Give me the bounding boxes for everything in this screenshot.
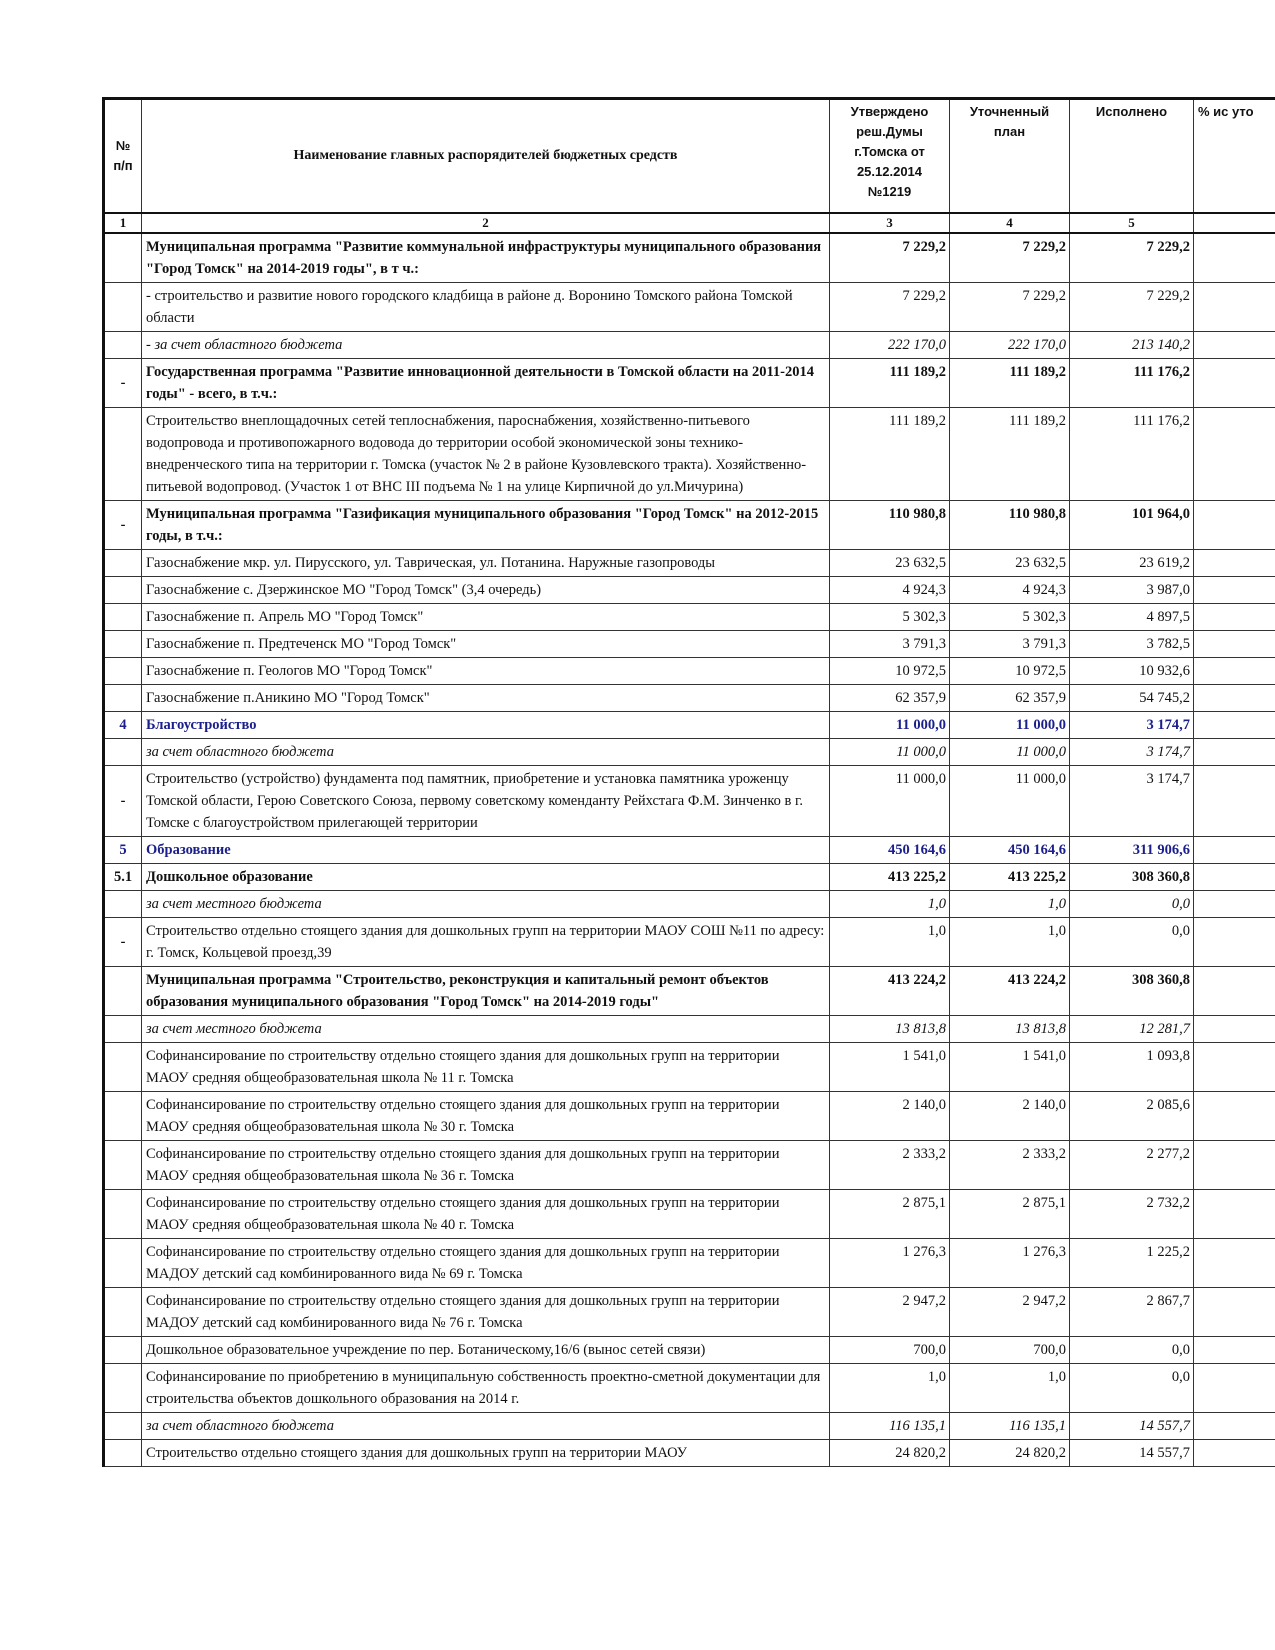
row-pct: [1194, 1092, 1275, 1141]
row-approved: 111 189,2: [830, 359, 950, 408]
header-plan: Уточненный план: [950, 99, 1070, 214]
row-approved: 222 170,0: [830, 332, 950, 359]
row-plan: 413 224,2: [950, 967, 1070, 1016]
row-num: 5.1: [104, 864, 142, 891]
table-row: [104, 1239, 1275, 1288]
row-executed: 2 732,2: [1070, 1190, 1194, 1239]
row-executed: 2 867,7: [1070, 1288, 1194, 1337]
row-num: [104, 658, 142, 685]
row-num: [104, 550, 142, 577]
row-name: Газоснабжение п. Апрель МО "Город Томск": [142, 604, 830, 631]
row-name: Софинансирование по строительству отдельно стоящего здания для дошкольных групп на территории МАОУ средняя общеобразовательная школа № 30 г. Томска: [142, 1092, 830, 1141]
row-name: Газоснабжение с. Дзержинское МО "Город Томск" (3,4 очередь): [142, 577, 830, 604]
row-approved: 2 947,2: [830, 1288, 950, 1337]
row-name: за счет местного бюджета: [142, 1016, 830, 1043]
colnum-4: 4: [950, 213, 1070, 233]
row-name: Государственная программа "Развитие инновационной деятельности в Томской области на 2011-2014 годы" - всего, в т.ч.:: [142, 359, 830, 408]
row-num: [104, 1239, 142, 1288]
row-num: [104, 577, 142, 604]
row-plan: 24 820,2: [950, 1440, 1070, 1467]
row-plan: 11 000,0: [950, 766, 1070, 837]
row-executed: 54 745,2: [1070, 685, 1194, 712]
row-executed: 3 987,0: [1070, 577, 1194, 604]
row-plan: 111 189,2: [950, 408, 1070, 501]
header-pct: % ис уто: [1194, 99, 1275, 214]
row-approved: 7 229,2: [830, 283, 950, 332]
row-approved: 1 541,0: [830, 1043, 950, 1092]
row-name: Муниципальная программа "Газификация муниципального образования "Город Томск" на 2012-2015 годы, в т.ч.:: [142, 501, 830, 550]
colnum-6: [1194, 213, 1275, 233]
row-executed: 14 557,7: [1070, 1440, 1194, 1467]
row-plan: 2 875,1: [950, 1190, 1070, 1239]
row-executed: 3 174,7: [1070, 712, 1194, 739]
row-pct: [1194, 891, 1275, 918]
table-row: [104, 1190, 1275, 1239]
column-number-row: [104, 213, 1275, 233]
table-row: [104, 283, 1275, 332]
row-pct: [1194, 233, 1275, 283]
row-name: за счет местного бюджета: [142, 891, 830, 918]
row-pct: [1194, 1337, 1275, 1364]
row-name: Софинансирование по строительству отдельно стоящего здания для дошкольных групп на территории МАОУ средняя общеобразовательная школа № 40 г. Томска: [142, 1190, 830, 1239]
row-pct: [1194, 1413, 1275, 1440]
row-num: [104, 1288, 142, 1337]
row-approved: 3 791,3: [830, 631, 950, 658]
row-approved: 11 000,0: [830, 712, 950, 739]
row-plan: 3 791,3: [950, 631, 1070, 658]
row-executed: 111 176,2: [1070, 359, 1194, 408]
table-row: [104, 408, 1275, 501]
table-row: [104, 1141, 1275, 1190]
row-num: [104, 1413, 142, 1440]
row-pct: [1194, 283, 1275, 332]
row-executed: 2 277,2: [1070, 1141, 1194, 1190]
row-num: [104, 967, 142, 1016]
row-pct: [1194, 1016, 1275, 1043]
row-executed: 7 229,2: [1070, 283, 1194, 332]
table-row: [104, 891, 1275, 918]
budget-table: [102, 97, 1275, 1467]
row-approved: 1,0: [830, 918, 950, 967]
row-plan: 2 140,0: [950, 1092, 1070, 1141]
row-pct: [1194, 1440, 1275, 1467]
row-executed: 0,0: [1070, 891, 1194, 918]
row-plan: 11 000,0: [950, 739, 1070, 766]
row-approved: 413 224,2: [830, 967, 950, 1016]
row-pct: [1194, 604, 1275, 631]
row-executed: 101 964,0: [1070, 501, 1194, 550]
row-approved: 111 189,2: [830, 408, 950, 501]
table-row: [104, 712, 1275, 739]
row-approved: 7 229,2: [830, 233, 950, 283]
row-executed: 3 174,7: [1070, 766, 1194, 837]
row-plan: 1,0: [950, 891, 1070, 918]
row-approved: 110 980,8: [830, 501, 950, 550]
row-pct: [1194, 864, 1275, 891]
row-pct: [1194, 837, 1275, 864]
row-approved: 1 276,3: [830, 1239, 950, 1288]
row-executed: 7 229,2: [1070, 233, 1194, 283]
row-name: Софинансирование по строительству отдельно стоящего здания для дошкольных групп на территории МАОУ средняя общеобразовательная школа № 11 г. Томска: [142, 1043, 830, 1092]
row-num: [104, 1016, 142, 1043]
row-name: Софинансирование по строительству отдельно стоящего здания для дошкольных групп на территории МАДОУ детский сад комбинированного вида № 69 г. Томска: [142, 1239, 830, 1288]
row-plan: 2 947,2: [950, 1288, 1070, 1337]
budget-document: [102, 97, 1275, 1467]
table-row: [104, 918, 1275, 967]
table-row: [104, 1364, 1275, 1413]
row-approved: 700,0: [830, 1337, 950, 1364]
table-row: [104, 837, 1275, 864]
row-executed: 213 140,2: [1070, 332, 1194, 359]
colnum-2: 2: [142, 213, 830, 233]
row-pct: [1194, 408, 1275, 501]
table-row: [104, 1413, 1275, 1440]
row-num: [104, 1440, 142, 1467]
row-pct: [1194, 631, 1275, 658]
row-approved: 1,0: [830, 891, 950, 918]
row-name: Муниципальная программа "Развитие коммунальной инфраструктуры муниципального образования "Город Томск" на 2014-2019 годы", в т ч.:: [142, 233, 830, 283]
row-name: Газоснабжение п.Аникино МО "Город Томск": [142, 685, 830, 712]
row-num: [104, 1337, 142, 1364]
table-row: [104, 577, 1275, 604]
row-num: [104, 1141, 142, 1190]
row-plan: 11 000,0: [950, 712, 1070, 739]
row-executed: 308 360,8: [1070, 864, 1194, 891]
row-plan: 111 189,2: [950, 359, 1070, 408]
row-approved: 413 225,2: [830, 864, 950, 891]
row-approved: 62 357,9: [830, 685, 950, 712]
row-executed: 0,0: [1070, 1337, 1194, 1364]
row-executed: 3 174,7: [1070, 739, 1194, 766]
row-name: Софинансирование по строительству отдельно стоящего здания для дошкольных групп на территории МАОУ средняя общеобразовательная школа № 36 г. Томска: [142, 1141, 830, 1190]
row-name: за счет областного бюджета: [142, 739, 830, 766]
row-num: [104, 1092, 142, 1141]
row-name: Дошкольное образовательное учреждение по пер. Ботаническому,16/6 (вынос сетей связи): [142, 1337, 830, 1364]
row-name: Строительство отдельно стоящего здания для дошкольных групп на территории МАОУ СОШ №11 по адресу: г. Томск, Кольцевой проезд,39: [142, 918, 830, 967]
row-plan: 1,0: [950, 918, 1070, 967]
row-name: Газоснабжение п. Геологов МО "Город Томск": [142, 658, 830, 685]
row-executed: 308 360,8: [1070, 967, 1194, 1016]
row-approved: 11 000,0: [830, 739, 950, 766]
row-executed: 0,0: [1070, 918, 1194, 967]
colnum-5: 5: [1070, 213, 1194, 233]
row-plan: 110 980,8: [950, 501, 1070, 550]
row-pct: [1194, 658, 1275, 685]
row-pct: [1194, 967, 1275, 1016]
row-pct: [1194, 918, 1275, 967]
row-name: - за счет областного бюджета: [142, 332, 830, 359]
row-pct: [1194, 577, 1275, 604]
row-name: Софинансирование по строительству отдельно стоящего здания для дошкольных групп на территории МАДОУ детский сад комбинированного вида № 76 г. Томска: [142, 1288, 830, 1337]
table-row: [104, 1092, 1275, 1141]
row-pct: [1194, 685, 1275, 712]
row-plan: 116 135,1: [950, 1413, 1070, 1440]
row-plan: 4 924,3: [950, 577, 1070, 604]
table-row: [104, 1288, 1275, 1337]
row-num: -: [104, 766, 142, 837]
row-approved: 4 924,3: [830, 577, 950, 604]
table-row: [104, 359, 1275, 408]
row-name: Дошкольное образование: [142, 864, 830, 891]
table-row: [104, 658, 1275, 685]
row-plan: 700,0: [950, 1337, 1070, 1364]
row-name: Строительство отдельно стоящего здания для дошкольных групп на территории МАОУ: [142, 1440, 830, 1467]
row-plan: 10 972,5: [950, 658, 1070, 685]
row-num: 4: [104, 712, 142, 739]
row-plan: 1 541,0: [950, 1043, 1070, 1092]
row-approved: 13 813,8: [830, 1016, 950, 1043]
header-executed: Исполнено: [1070, 99, 1194, 214]
row-pct: [1194, 1239, 1275, 1288]
table-row: [104, 766, 1275, 837]
row-plan: 62 357,9: [950, 685, 1070, 712]
table-row: [104, 550, 1275, 577]
row-name: Газоснабжение мкр. ул. Пирусского, ул. Таврическая, ул. Потанина. Наружные газопроводы: [142, 550, 830, 577]
row-plan: 23 632,5: [950, 550, 1070, 577]
row-name: Строительство внеплощадочных сетей теплоснабжения, пароснабжения, хозяйственно-питьевого водопровода и противопожарного водовода до территории особой экономической зоны технико-внедренческого типа на территории г. Томска (участок № 2 в районе Кузовлевского тракта). Хозяйственно-питьевой водопровод. (Участок 1 от ВНС III подъема № 1 на улице Кирпичной до ул.Мичурина): [142, 408, 830, 501]
table-row: [104, 501, 1275, 550]
row-name: Софинансирование по приобретению в муниципальную собственность проектно-сметной документации для строительства объектов дошкольного образования на 2014 г.: [142, 1364, 830, 1413]
row-num: [104, 1190, 142, 1239]
table-row: [104, 967, 1275, 1016]
row-plan: 450 164,6: [950, 837, 1070, 864]
row-pct: [1194, 550, 1275, 577]
row-name: Благоустройство: [142, 712, 830, 739]
row-executed: 12 281,7: [1070, 1016, 1194, 1043]
table-row: [104, 631, 1275, 658]
row-plan: 222 170,0: [950, 332, 1070, 359]
row-num: -: [104, 359, 142, 408]
row-num: -: [104, 918, 142, 967]
row-num: [104, 739, 142, 766]
row-num: [104, 1364, 142, 1413]
row-approved: 450 164,6: [830, 837, 950, 864]
row-pct: [1194, 332, 1275, 359]
table-row: [104, 604, 1275, 631]
row-executed: 10 932,6: [1070, 658, 1194, 685]
row-approved: 11 000,0: [830, 766, 950, 837]
row-plan: 5 302,3: [950, 604, 1070, 631]
table-row: [104, 685, 1275, 712]
row-plan: 1 276,3: [950, 1239, 1070, 1288]
header-row: [104, 99, 1275, 214]
row-pct: [1194, 501, 1275, 550]
row-plan: 13 813,8: [950, 1016, 1070, 1043]
table-body: [104, 233, 1275, 1467]
colnum-3: 3: [830, 213, 950, 233]
row-num: [104, 685, 142, 712]
row-pct: [1194, 1043, 1275, 1092]
header-approved: Утверждено реш.Думы г.Томска от 25.12.2014 №1219: [830, 99, 950, 214]
row-pct: [1194, 712, 1275, 739]
row-executed: 0,0: [1070, 1364, 1194, 1413]
row-approved: 116 135,1: [830, 1413, 950, 1440]
row-plan: 1,0: [950, 1364, 1070, 1413]
row-num: [104, 891, 142, 918]
row-executed: 1 225,2: [1070, 1239, 1194, 1288]
row-name: Образование: [142, 837, 830, 864]
header-num: № п/п: [104, 99, 142, 214]
row-num: [104, 631, 142, 658]
table-row: [104, 233, 1275, 283]
table-row: [104, 1337, 1275, 1364]
row-approved: 2 875,1: [830, 1190, 950, 1239]
row-num: [104, 1043, 142, 1092]
header-name: Наименование главных распорядителей бюджетных средств: [142, 99, 830, 214]
row-pct: [1194, 359, 1275, 408]
row-num: [104, 233, 142, 283]
row-approved: 5 302,3: [830, 604, 950, 631]
row-executed: 3 782,5: [1070, 631, 1194, 658]
table-row: [104, 332, 1275, 359]
row-approved: 2 140,0: [830, 1092, 950, 1141]
row-name: Строительство (устройство) фундамента под памятник, приобретение и установка памятника уроженцу Томской области, Герою Советского Союза, первому советскому коменданту Рейхстага Ф.М. Зинченко в г. Томске с благоустройством прилегающей территории: [142, 766, 830, 837]
row-pct: [1194, 739, 1275, 766]
row-plan: 7 229,2: [950, 233, 1070, 283]
row-name: - строительство и развитие нового городского кладбища в районе д. Воронино Томского района Томской области: [142, 283, 830, 332]
row-approved: 2 333,2: [830, 1141, 950, 1190]
row-executed: 2 085,6: [1070, 1092, 1194, 1141]
row-name: Муниципальная программа "Строительство, реконструкция и капитальный ремонт объектов образования муниципального образования "Город Томск" на 2014-2019 годы": [142, 967, 830, 1016]
row-num: 5: [104, 837, 142, 864]
table-row: [104, 864, 1275, 891]
row-executed: 23 619,2: [1070, 550, 1194, 577]
row-plan: 7 229,2: [950, 283, 1070, 332]
colnum-1: 1: [104, 213, 142, 233]
row-name: за счет областного бюджета: [142, 1413, 830, 1440]
row-approved: 1,0: [830, 1364, 950, 1413]
row-approved: 23 632,5: [830, 550, 950, 577]
row-pct: [1194, 1288, 1275, 1337]
row-executed: 4 897,5: [1070, 604, 1194, 631]
row-executed: 14 557,7: [1070, 1413, 1194, 1440]
row-plan: 2 333,2: [950, 1141, 1070, 1190]
row-num: [104, 283, 142, 332]
row-approved: 24 820,2: [830, 1440, 950, 1467]
table-row: [104, 739, 1275, 766]
row-pct: [1194, 1364, 1275, 1413]
table-row: [104, 1440, 1275, 1467]
row-plan: 413 225,2: [950, 864, 1070, 891]
row-num: [104, 408, 142, 501]
row-num: [104, 332, 142, 359]
row-num: [104, 604, 142, 631]
row-executed: 1 093,8: [1070, 1043, 1194, 1092]
row-executed: 111 176,2: [1070, 408, 1194, 501]
row-pct: [1194, 1190, 1275, 1239]
row-pct: [1194, 766, 1275, 837]
row-name: Газоснабжение п. Предтеченск МО "Город Томск": [142, 631, 830, 658]
row-approved: 10 972,5: [830, 658, 950, 685]
row-pct: [1194, 1141, 1275, 1190]
table-row: [104, 1043, 1275, 1092]
row-executed: 311 906,6: [1070, 837, 1194, 864]
table-row: [104, 1016, 1275, 1043]
row-num: -: [104, 501, 142, 550]
